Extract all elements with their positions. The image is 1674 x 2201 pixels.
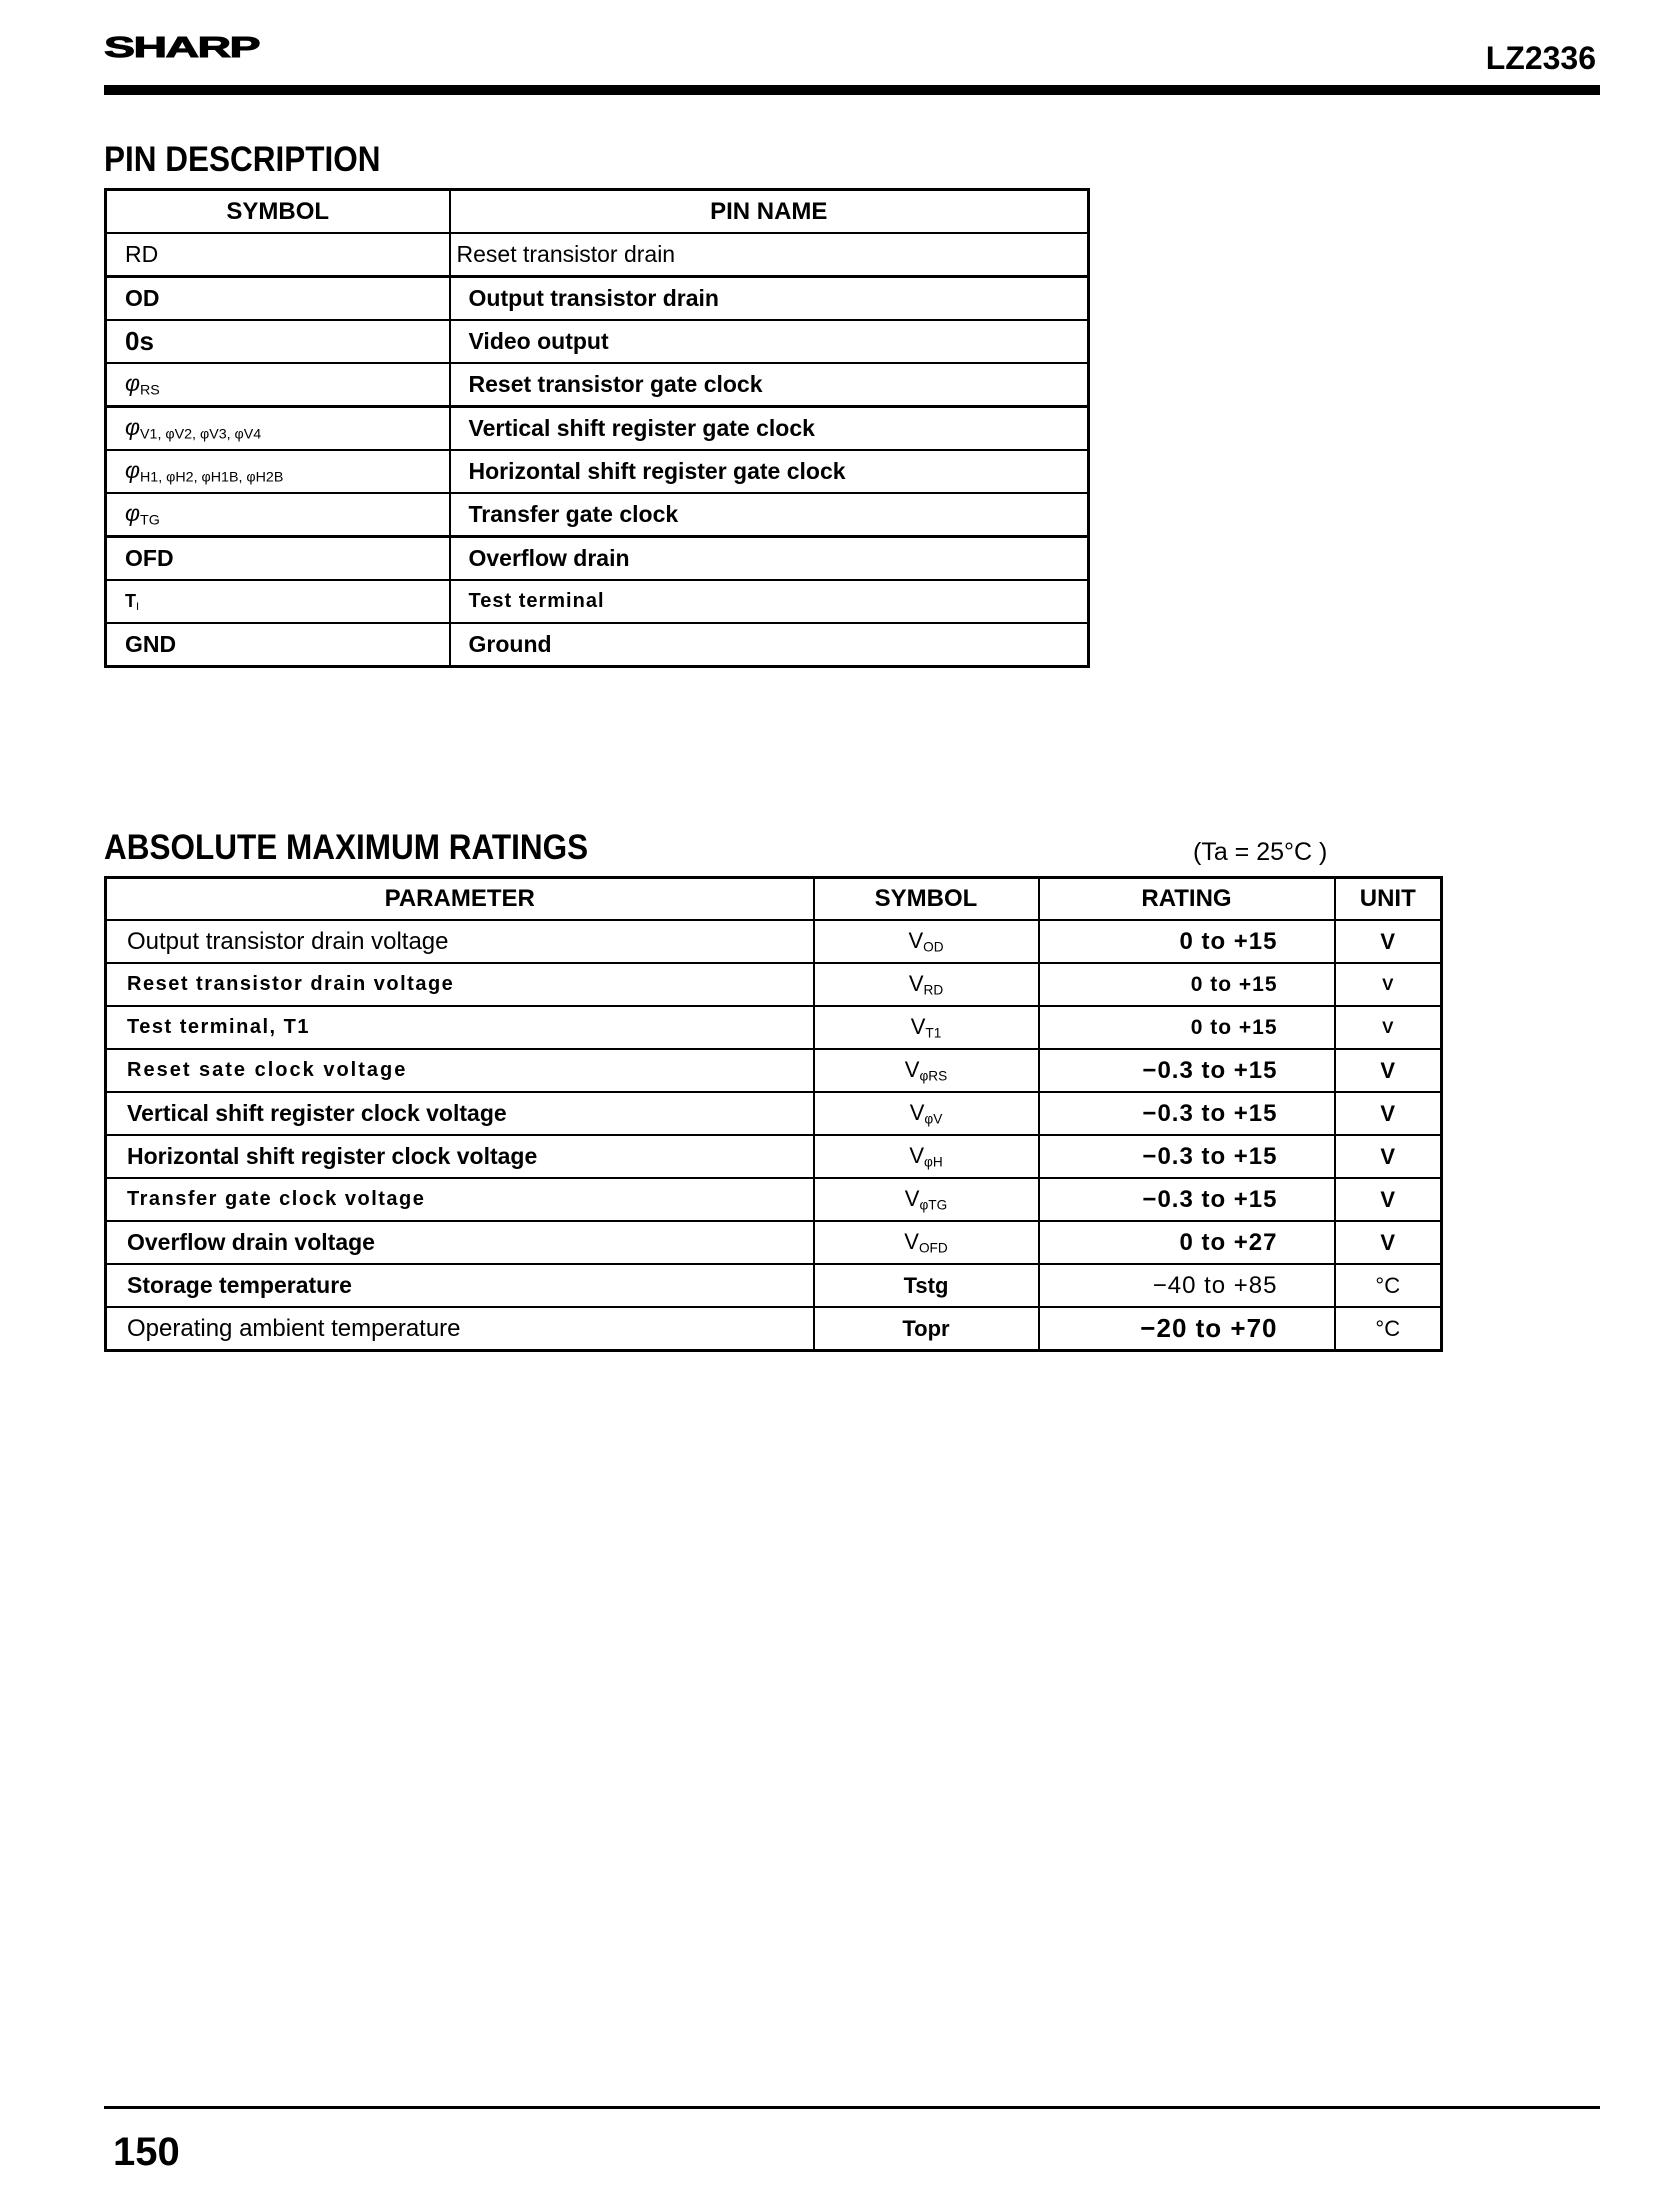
parameter-cell: Transfer gate clock voltage: [106, 1178, 814, 1221]
table-row: [106, 277, 1089, 321]
table-row: [106, 1221, 1442, 1264]
table-row: [106, 450, 1089, 493]
table-row: [106, 320, 1089, 363]
parameter-cell: Operating ambient temperature: [106, 1307, 814, 1351]
table-row: [106, 1307, 1442, 1351]
rating-cell: −0.3 to +15: [1039, 1135, 1335, 1178]
table-row: [106, 1006, 1442, 1049]
parameter-cell: Horizontal shift register clock voltage: [106, 1135, 814, 1178]
table-row: [106, 233, 1089, 277]
brand-logo: SHARP: [104, 32, 260, 64]
pin-symbol: $T_I$: [106, 580, 450, 623]
column-header-parameter: PARAMETER: [106, 878, 814, 921]
page-number: 150: [113, 2130, 180, 2174]
table-row: [106, 537, 1089, 581]
pin-name: Overflow drain: [450, 537, 1089, 581]
pin-name: Test terminal: [450, 580, 1089, 623]
parameter-cell: Test terminal, T1: [106, 1006, 814, 1049]
table-row: [106, 1049, 1442, 1092]
table-row: [106, 1135, 1442, 1178]
parameter-cell: Reset sate clock voltage: [106, 1049, 814, 1092]
pin-name: Reset transistor gate clock: [450, 363, 1089, 407]
pin-symbol: 0s: [106, 320, 450, 363]
unit-cell: °C: [1335, 1307, 1442, 1351]
table-row: [106, 580, 1089, 623]
pin-symbol: $\varphi_{TG}$: [106, 493, 450, 537]
pin-symbol: GND: [106, 623, 450, 667]
table-header-row: [106, 190, 1089, 234]
rating-cell: −0.3 to +15: [1039, 1092, 1335, 1135]
rating-cell: 0 to +15: [1039, 920, 1335, 963]
rating-cell: −40 to +85: [1039, 1264, 1335, 1307]
unit-cell: V: [1335, 1049, 1442, 1092]
rating-cell: −0.3 to +15: [1039, 1178, 1335, 1221]
table-row: [106, 1178, 1442, 1221]
column-header-pin-name: PIN NAME: [450, 190, 1089, 234]
symbol-cell: $V_{OFD}$: [814, 1221, 1039, 1264]
symbol-cell: $V_{T1}$: [814, 1006, 1039, 1049]
table-row: [106, 1264, 1442, 1307]
unit-cell: V: [1335, 1221, 1442, 1264]
parameter-cell: Storage temperature: [106, 1264, 814, 1307]
ambient-condition-note: (Ta = 25°C ): [1193, 838, 1328, 866]
parameter-cell: Reset transistor drain voltage: [106, 963, 814, 1006]
part-number: LZ2336: [1485, 40, 1596, 76]
unit-cell: V: [1335, 1092, 1442, 1135]
table-row: [106, 623, 1089, 667]
rating-cell: −20 to +70: [1039, 1307, 1335, 1351]
pin-name: Transfer gate clock: [450, 493, 1089, 537]
parameter-cell: Vertical shift register clock voltage: [106, 1092, 814, 1135]
table-row: [106, 407, 1089, 451]
symbol-cell: $V_{OD}$: [814, 920, 1039, 963]
pin-description-title: PIN DESCRIPTION: [104, 140, 381, 179]
pin-name: Horizontal shift register gate clock: [450, 450, 1089, 493]
pin-name: Vertical shift register gate clock: [450, 407, 1089, 451]
pin-name: Video output: [450, 320, 1089, 363]
parameter-cell: Overflow drain voltage: [106, 1221, 814, 1264]
column-header-symbol: SYMBOL: [814, 878, 1039, 921]
unit-cell: V: [1335, 1135, 1442, 1178]
pin-symbol: RD: [106, 233, 450, 277]
footer-rule: [104, 2106, 1600, 2109]
table-row: [106, 493, 1089, 537]
rating-cell: −0.3 to +15: [1039, 1049, 1335, 1092]
absolute-maximum-ratings-title: ABSOLUTE MAXIMUM RATINGS: [104, 828, 589, 867]
symbol-cell: Topr: [814, 1307, 1039, 1351]
pin-symbol: OD: [106, 277, 450, 321]
unit-cell: V: [1335, 920, 1442, 963]
absolute-maximum-ratings-table: [104, 876, 1443, 1352]
pin-name: Ground: [450, 623, 1089, 667]
parameter-cell: Output transistor drain voltage: [106, 920, 814, 963]
column-header-rating: RATING: [1039, 878, 1335, 921]
column-header-unit: UNIT: [1335, 878, 1442, 921]
table-row: [106, 963, 1442, 1006]
pin-symbol: OFD: [106, 537, 450, 581]
unit-cell: °C: [1335, 1264, 1442, 1307]
table-row: [106, 920, 1442, 963]
pin-symbol: $\varphi_{RS}$: [106, 363, 450, 407]
symbol-cell: Tstg: [814, 1264, 1039, 1307]
pin-symbol: $\varphi_{V1, \varphi V2, \varphi V3, \varphi V4}$: [106, 407, 450, 451]
pin-description-table: [104, 188, 1090, 668]
table-row: [106, 1092, 1442, 1135]
unit-cell: V: [1335, 1178, 1442, 1221]
table-header-row: [106, 878, 1442, 921]
pin-symbol: $\varphi_{H1, \varphi H2, \varphi H1B, \varphi H2B}$: [106, 450, 450, 493]
table-row: [106, 363, 1089, 407]
unit-cell: V: [1335, 1006, 1442, 1049]
pin-name: Output transistor drain: [450, 277, 1089, 321]
pin-name: Reset transistor drain: [450, 233, 1089, 277]
column-header-symbol: SYMBOL: [106, 190, 450, 234]
symbol-cell: $V_{\varphi V}$: [814, 1092, 1039, 1135]
rating-cell: 0 to +15: [1039, 1006, 1335, 1049]
symbol-cell: $V_{\varphi TG}$: [814, 1178, 1039, 1221]
header-rule: [104, 85, 1600, 95]
rating-cell: 0 to +15: [1039, 963, 1335, 1006]
symbol-cell: $V_{\varphi RS}$: [814, 1049, 1039, 1092]
symbol-cell: $V_{RD}$: [814, 963, 1039, 1006]
rating-cell: 0 to +27: [1039, 1221, 1335, 1264]
symbol-cell: $V_{\varphi H}$: [814, 1135, 1039, 1178]
unit-cell: V: [1335, 963, 1442, 1006]
